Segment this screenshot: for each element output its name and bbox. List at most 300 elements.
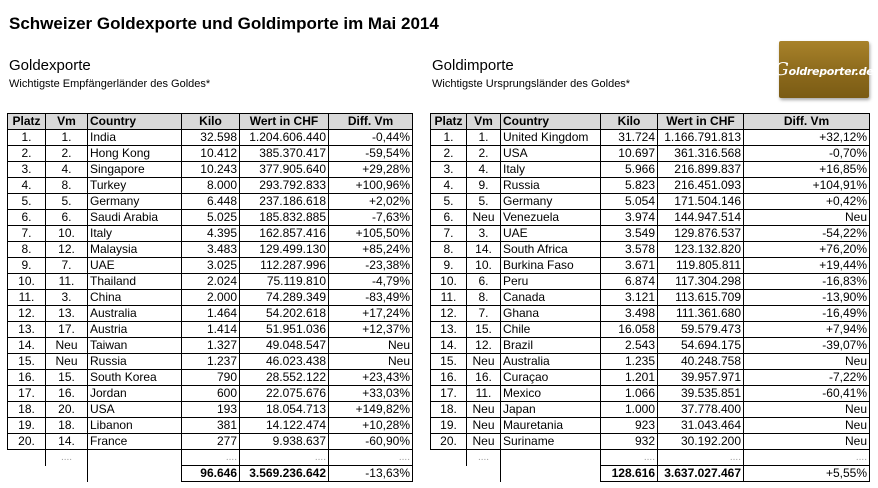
cell-kilo: 1.237 (182, 354, 240, 370)
cell-kilo: 10.412 (182, 146, 240, 162)
cell-country: South Korea (88, 370, 182, 386)
cell-kilo: 16.058 (601, 322, 658, 338)
cell-wert: 46.023.438 (240, 354, 329, 370)
cell-diff: Neu (744, 402, 870, 418)
cell-vm: 18. (46, 418, 88, 434)
cell-platz: 14. (8, 338, 46, 354)
cell-diff: -83,49% (329, 290, 413, 306)
cell-platz: 17. (431, 386, 467, 402)
cell-vm: 15. (46, 370, 88, 386)
table-row (431, 322, 870, 338)
cell-platz: 5. (8, 194, 46, 210)
cell-platz: 13. (8, 322, 46, 338)
cell-wert: 185.832.885 (240, 210, 329, 226)
cell-kilo: 3.671 (601, 258, 658, 274)
cell-vm: 7. (46, 258, 88, 274)
cell-country: Germany (501, 194, 601, 210)
exports-body (8, 130, 413, 482)
cell-wert: 129.499.130 (240, 242, 329, 258)
cell-country: UAE (501, 226, 601, 242)
cell-kilo: 600 (182, 386, 240, 402)
cell-wert: 113.615.709 (658, 290, 744, 306)
exports-subtitle: Wichtigste Empfängerländer des Goldes* (9, 78, 211, 90)
cell-wert: 49.048.547 (240, 338, 329, 354)
table-row (431, 258, 870, 274)
cell-wert: 30.192.200 (658, 434, 744, 450)
cell-kilo: 6.874 (601, 274, 658, 290)
cell-country: USA (501, 146, 601, 162)
goldreporter-logo (774, 41, 874, 98)
ellipsis-cell: .... (240, 450, 329, 466)
table-row (431, 242, 870, 258)
cell-wert: 54.202.618 (240, 306, 329, 322)
total-wert: 3.637.027.467 (658, 466, 744, 482)
cell-country: Thailand (88, 274, 182, 290)
table-row (8, 258, 413, 274)
cell-country: Peru (501, 274, 601, 290)
cell-country: United Kingdom (501, 130, 601, 146)
cell-country: Brazil (501, 338, 601, 354)
table-row (8, 386, 413, 402)
cell-diff: Neu (744, 354, 870, 370)
cell-country: Burkina Faso (501, 258, 601, 274)
cell-wert: 385.370.417 (240, 146, 329, 162)
cell-kilo: 1.066 (601, 386, 658, 402)
col-header-vm: Vm (467, 114, 501, 130)
cell-diff: +0,42% (744, 194, 870, 210)
cell-platz: 9. (8, 258, 46, 274)
cell-vm: 1. (467, 130, 501, 146)
cell-vm: Neu (467, 402, 501, 418)
cell-vm: 12. (46, 242, 88, 258)
table-row (8, 194, 413, 210)
cell-vm: 12. (467, 338, 501, 354)
table-row (431, 386, 870, 402)
cell-wert: 74.289.349 (240, 290, 329, 306)
cell-country: USA (88, 402, 182, 418)
cell-country: Saudi Arabia (88, 210, 182, 226)
cell-vm: Neu (467, 354, 501, 370)
cell-wert: 22.075.676 (240, 386, 329, 402)
cell-diff: +10,28% (329, 418, 413, 434)
cell-platz: 19. (8, 418, 46, 434)
cell-vm: 9. (467, 178, 501, 194)
ellipsis-cell: .... (467, 450, 501, 466)
ellipsis-cell: .... (46, 450, 88, 466)
cell-kilo: 3.549 (601, 226, 658, 242)
cell-diff: -16,83% (744, 274, 870, 290)
cell-platz: 19. (431, 418, 467, 434)
cell-country: Venezuela (501, 210, 601, 226)
imports-table (430, 113, 870, 482)
cell-vm: 4. (467, 162, 501, 178)
cell-kilo: 923 (601, 418, 658, 434)
ellipsis-cell (501, 450, 601, 466)
cell-diff: Neu (744, 210, 870, 226)
cell-platz: 12. (8, 306, 46, 322)
cell-wert: 39.957.971 (658, 370, 744, 386)
cell-kilo: 2.024 (182, 274, 240, 290)
cell-vm: Neu (467, 418, 501, 434)
table-row (431, 194, 870, 210)
cell-wert: 54.694.175 (658, 338, 744, 354)
cell-kilo: 277 (182, 434, 240, 450)
cell-wert: 40.248.758 (658, 354, 744, 370)
cell-vm: 15. (467, 322, 501, 338)
cell-platz: 20. (8, 434, 46, 450)
ellipsis-cell (8, 450, 46, 466)
cell-country: Japan (501, 402, 601, 418)
cell-vm: Neu (467, 434, 501, 450)
cell-kilo: 1.414 (182, 322, 240, 338)
cell-wert: 39.535.851 (658, 386, 744, 402)
col-header-wert: Wert in CHF (240, 114, 329, 130)
cell-diff: -0,70% (744, 146, 870, 162)
cell-platz: 4. (431, 178, 467, 194)
cell-kilo: 932 (601, 434, 658, 450)
cell-diff: +100,96% (329, 178, 413, 194)
cell-country: Russia (88, 354, 182, 370)
ellipsis-cell: .... (601, 450, 658, 466)
cell-wert: 37.778.400 (658, 402, 744, 418)
cell-wert: 18.054.713 (240, 402, 329, 418)
cell-country: China (88, 290, 182, 306)
col-header-country: Country (88, 114, 182, 130)
col-header-wert: Wert in CHF (658, 114, 744, 130)
col-header-kilo: Kilo (182, 114, 240, 130)
cell-vm: 5. (46, 194, 88, 210)
cell-wert: 171.504.146 (658, 194, 744, 210)
ellipsis-cell (431, 450, 467, 466)
cell-wert: 216.451.093 (658, 178, 744, 194)
cell-country: Australia (88, 306, 182, 322)
cell-kilo: 10.697 (601, 146, 658, 162)
col-header-country: Country (501, 114, 601, 130)
cell-platz: 6. (8, 210, 46, 226)
spacer (46, 466, 88, 482)
cell-platz: 20. (431, 434, 467, 450)
cell-diff: +17,24% (329, 306, 413, 322)
cell-kilo: 32.598 (182, 130, 240, 146)
cell-wert: 144.947.514 (658, 210, 744, 226)
table-header-row (8, 114, 413, 130)
cell-vm: 20. (46, 402, 88, 418)
cell-country: Germany (88, 194, 182, 210)
cell-diff: +149,82% (329, 402, 413, 418)
cell-country: Italy (88, 226, 182, 242)
cell-kilo: 1.000 (601, 402, 658, 418)
cell-kilo: 10.243 (182, 162, 240, 178)
table-row (8, 242, 413, 258)
cell-kilo: 790 (182, 370, 240, 386)
table-row (431, 306, 870, 322)
spacer (88, 466, 182, 482)
cell-kilo: 1.464 (182, 306, 240, 322)
cell-vm: 4. (46, 162, 88, 178)
cell-vm: 6. (467, 274, 501, 290)
col-header-platz: Platz (8, 114, 46, 130)
cell-diff: Neu (329, 338, 413, 354)
cell-vm: 2. (46, 146, 88, 162)
cell-platz: 3. (8, 162, 46, 178)
cell-country: Malaysia (88, 242, 182, 258)
cell-diff: +33,03% (329, 386, 413, 402)
cell-diff: Neu (744, 434, 870, 450)
cell-platz: 17. (8, 386, 46, 402)
cell-wert: 14.122.474 (240, 418, 329, 434)
ellipsis-cell: .... (329, 450, 413, 466)
ellipsis-row (431, 450, 870, 466)
table-row (8, 418, 413, 434)
cell-platz: 4. (8, 178, 46, 194)
cell-country: France (88, 434, 182, 450)
cell-platz: 2. (8, 146, 46, 162)
table-row (8, 370, 413, 386)
total-kilo: 96.646 (182, 466, 240, 482)
cell-wert: 59.579.473 (658, 322, 744, 338)
ellipsis-cell (88, 450, 182, 466)
imports-subtitle: Wichtigste Ursprungsländer des Goldes* (432, 78, 631, 90)
cell-vm: 14. (467, 242, 501, 258)
cell-platz: 3. (431, 162, 467, 178)
totals-row (8, 466, 413, 482)
table-row (8, 274, 413, 290)
cell-vm: 14. (46, 434, 88, 450)
total-diff: +5,55% (744, 466, 870, 482)
cell-wert: 123.132.820 (658, 242, 744, 258)
cell-diff: -23,38% (329, 258, 413, 274)
table-row (431, 146, 870, 162)
cell-country: Turkey (88, 178, 182, 194)
cell-diff: +105,50% (329, 226, 413, 242)
cell-kilo: 3.974 (601, 210, 658, 226)
cell-vm: 3. (467, 226, 501, 242)
table-row (431, 338, 870, 354)
cell-wert: 117.304.298 (658, 274, 744, 290)
table-row (431, 274, 870, 290)
cell-kilo: 1.235 (601, 354, 658, 370)
cell-kilo: 1.201 (601, 370, 658, 386)
exports-table (7, 113, 413, 482)
cell-diff: -16,49% (744, 306, 870, 322)
cell-diff: +16,85% (744, 162, 870, 178)
table-row (431, 210, 870, 226)
cell-diff: -13,90% (744, 290, 870, 306)
cell-country: Russia (501, 178, 601, 194)
table-row (8, 338, 413, 354)
table-row (431, 418, 870, 434)
cell-vm: Neu (467, 210, 501, 226)
table-row (431, 162, 870, 178)
cell-kilo: 2.543 (601, 338, 658, 354)
cell-wert: 1.204.606.440 (240, 130, 329, 146)
table-row (431, 226, 870, 242)
cell-vm: Neu (46, 338, 88, 354)
cell-kilo: 31.724 (601, 130, 658, 146)
cell-kilo: 6.448 (182, 194, 240, 210)
cell-country: Singapore (88, 162, 182, 178)
spacer (501, 466, 601, 482)
cell-platz: 10. (431, 274, 467, 290)
cell-platz: 2. (431, 146, 467, 162)
cell-platz: 7. (8, 226, 46, 242)
page-title: Schweizer Goldexporte und Goldimporte im Mai 2014 (9, 14, 439, 33)
cell-diff: +104,91% (744, 178, 870, 194)
cell-country: Austria (88, 322, 182, 338)
table-header-row (431, 114, 870, 130)
cell-vm: 6. (46, 210, 88, 226)
table-row (431, 402, 870, 418)
cell-vm: 16. (467, 370, 501, 386)
cell-diff: +23,43% (329, 370, 413, 386)
cell-platz: 16. (431, 370, 467, 386)
cell-country: Mexico (501, 386, 601, 402)
ellipsis-cell: .... (744, 450, 870, 466)
cell-kilo: 3.121 (601, 290, 658, 306)
cell-kilo: 2.000 (182, 290, 240, 306)
logo-text: Goldreporter.de (774, 59, 874, 80)
cell-platz: 1. (8, 130, 46, 146)
cell-platz: 13. (431, 322, 467, 338)
spacer (431, 466, 467, 482)
col-header-diff: Diff. Vm (744, 114, 870, 130)
table-row (431, 434, 870, 450)
cell-diff: +2,02% (329, 194, 413, 210)
cell-kilo: 3.025 (182, 258, 240, 274)
cell-vm: 17. (46, 322, 88, 338)
cell-wert: 111.361.680 (658, 306, 744, 322)
table-row (431, 290, 870, 306)
cell-kilo: 3.498 (601, 306, 658, 322)
cell-vm: Neu (46, 354, 88, 370)
table-row (8, 146, 413, 162)
cell-vm: 8. (46, 178, 88, 194)
cell-country: UAE (88, 258, 182, 274)
cell-diff: Neu (744, 418, 870, 434)
col-header-platz: Platz (431, 114, 467, 130)
cell-platz: 12. (431, 306, 467, 322)
cell-kilo: 193 (182, 402, 240, 418)
cell-kilo: 1.327 (182, 338, 240, 354)
cell-diff: -59,54% (329, 146, 413, 162)
cell-vm: 13. (46, 306, 88, 322)
cell-diff: -7,63% (329, 210, 413, 226)
imports-body (431, 130, 870, 482)
table-row (8, 226, 413, 242)
cell-country: Ghana (501, 306, 601, 322)
cell-platz: 7. (431, 226, 467, 242)
ellipsis-row (8, 450, 413, 466)
ellipsis-cell: .... (182, 450, 240, 466)
cell-platz: 9. (431, 258, 467, 274)
cell-platz: 1. (431, 130, 467, 146)
cell-kilo: 381 (182, 418, 240, 434)
cell-kilo: 3.578 (601, 242, 658, 258)
cell-diff: +85,24% (329, 242, 413, 258)
cell-diff: -4,79% (329, 274, 413, 290)
cell-wert: 293.792.833 (240, 178, 329, 194)
cell-country: Canada (501, 290, 601, 306)
cell-vm: 3. (46, 290, 88, 306)
cell-wert: 51.951.036 (240, 322, 329, 338)
cell-kilo: 8.000 (182, 178, 240, 194)
cell-vm: 10. (46, 226, 88, 242)
cell-vm: 5. (467, 194, 501, 210)
col-header-kilo: Kilo (601, 114, 658, 130)
table-row (431, 130, 870, 146)
cell-country: Italy (501, 162, 601, 178)
col-header-diff: Diff. Vm (329, 114, 413, 130)
cell-vm: 11. (467, 386, 501, 402)
cell-platz: 11. (8, 290, 46, 306)
cell-wert: 31.043.464 (658, 418, 744, 434)
cell-wert: 361.316.568 (658, 146, 744, 162)
cell-platz: 18. (8, 402, 46, 418)
cell-platz: 8. (431, 242, 467, 258)
cell-diff: -54,22% (744, 226, 870, 242)
table-row (8, 290, 413, 306)
cell-country: Taiwan (88, 338, 182, 354)
cell-country: Hong Kong (88, 146, 182, 162)
cell-platz: 11. (431, 290, 467, 306)
cell-country: South Africa (501, 242, 601, 258)
cell-platz: 6. (431, 210, 467, 226)
cell-diff: +76,20% (744, 242, 870, 258)
table-row (8, 322, 413, 338)
cell-kilo: 4.395 (182, 226, 240, 242)
cell-country: Chile (501, 322, 601, 338)
table-row (8, 354, 413, 370)
cell-platz: 14. (431, 338, 467, 354)
table-row (8, 434, 413, 450)
spacer (8, 466, 46, 482)
cell-vm: 8. (467, 290, 501, 306)
cell-wert: 377.905.640 (240, 162, 329, 178)
cell-platz: 15. (8, 354, 46, 370)
total-diff: -13,63% (329, 466, 413, 482)
cell-country: Jordan (88, 386, 182, 402)
cell-wert: 75.119.810 (240, 274, 329, 290)
cell-kilo: 3.483 (182, 242, 240, 258)
table-row (431, 354, 870, 370)
cell-wert: 28.552.122 (240, 370, 329, 386)
cell-country: Libanon (88, 418, 182, 434)
cell-wert: 112.287.996 (240, 258, 329, 274)
cell-vm: 11. (46, 274, 88, 290)
cell-vm: 10. (467, 258, 501, 274)
total-kilo: 128.616 (601, 466, 658, 482)
cell-diff: +29,28% (329, 162, 413, 178)
table-row (8, 162, 413, 178)
table-row (8, 130, 413, 146)
cell-diff: +32,12% (744, 130, 870, 146)
cell-vm: 7. (467, 306, 501, 322)
cell-diff: -60,90% (329, 434, 413, 450)
cell-wert: 119.805.811 (658, 258, 744, 274)
cell-wert: 162.857.416 (240, 226, 329, 242)
cell-platz: 16. (8, 370, 46, 386)
totals-row (431, 466, 870, 482)
cell-country: Curaçao (501, 370, 601, 386)
cell-diff: -60,41% (744, 386, 870, 402)
cell-wert: 129.876.537 (658, 226, 744, 242)
cell-diff: -7,22% (744, 370, 870, 386)
table-row (8, 178, 413, 194)
cell-vm: 1. (46, 130, 88, 146)
cell-kilo: 5.823 (601, 178, 658, 194)
table-row (8, 210, 413, 226)
table-row (431, 370, 870, 386)
